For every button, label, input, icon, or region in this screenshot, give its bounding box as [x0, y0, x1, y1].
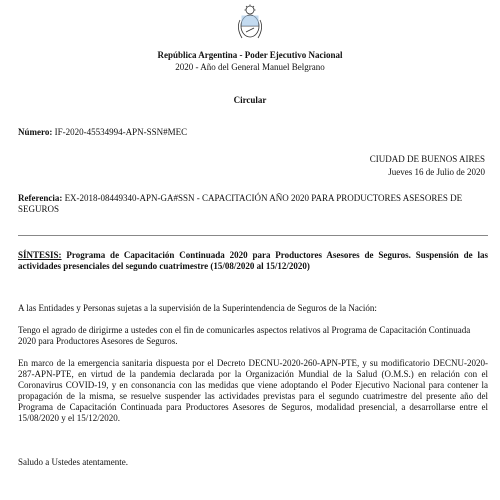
place: CIUDAD DE BUENOS AIRES — [369, 154, 485, 164]
sintesis-label: SÍNTESIS: — [18, 250, 62, 260]
coat-of-arms-icon — [234, 4, 266, 42]
year-motto: 2020 - Año del General Manuel Belgrano — [175, 62, 325, 72]
paragraph-main: En marco de la emergencia sanitaria dispuesta por el Decreto DECNU-2020-260-APN-PTE, y su modificatorio DECNU-2020-287-APN-PTE, en virtud de la pandemia declarada por la Organización Mundial de la Salud (O.M.S.) en relación con el Coronavirus COVID-19, y en consonancia con las medidas que viene adoptando el Poder Ejecutivo Nacional para contener la propagación de la misma, se resuelve suspender las actividades previstas para el segundo cuatrimestre del presente año del Programa de Capacitación Continuada para Productores Asesores de Seguros, modalidad presencial, a desarrollarse entre el 15/08/2020 y el 15/12/2020. — [18, 358, 488, 423]
issuer-title: República Argentina - Poder Ejecutivo Nacional — [157, 50, 343, 60]
document-number — [18, 127, 187, 138]
numero-value: IF-2020-45534994-APN-SSN#MEC — [54, 127, 188, 137]
paragraph-intro: Tengo el agrado de dirigirme a ustedes con el fin de comunicarles aspectos relativos al Programa de Capacitación Continuada 2020 para Productores Asesores de Seguros. — [18, 325, 471, 346]
synthesis — [18, 250, 488, 272]
divider — [18, 235, 488, 236]
referencia-label: Referencia: — [18, 193, 63, 203]
referencia-text: EX-2018-08449340-APN-GA#SSN - CAPACITACIÓN AÑO 2020 PARA PRODUCTORES ASESORES DE SEGUROS — [18, 193, 463, 214]
document-type: Circular — [233, 95, 267, 105]
date: Jueves 16 de Julio de 2020 — [388, 167, 485, 177]
numero-label: Número: — [18, 127, 53, 137]
reference — [18, 193, 488, 215]
sintesis-text: Programa de Capacitación Continuada 2020 para Productores Asesores de Seguros. Suspensión de las actividades presenciales del segundo cuatrimestre (15/08/2020 al 15/12/2020) — [18, 250, 489, 271]
addressee: A las Entidades y Personas sujetas a la supervisión de la Superintendencia de Seguros de la Nación: — [18, 303, 377, 313]
closing: Saludo a Ustedes atentamente. — [18, 457, 128, 467]
